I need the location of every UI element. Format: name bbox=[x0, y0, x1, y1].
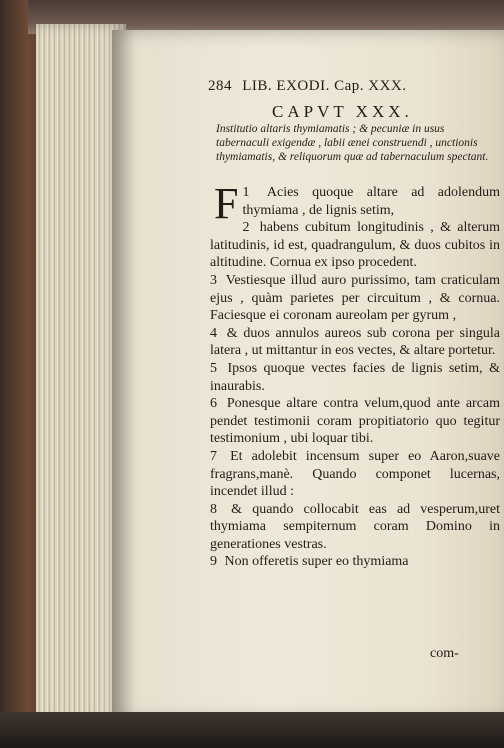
verse-number: 3 bbox=[210, 272, 217, 288]
verse bbox=[210, 448, 500, 501]
verse-text: & quando collocabit eas ad vesperum,uret thymiama sempiternum coram Domino in generationes vestras. bbox=[210, 501, 500, 552]
catchword: com- bbox=[430, 646, 459, 661]
verse-text: Ponesque altare contra velum,quod ante arcam pendet testimonii coram propitiatorio quo tegitur testimonium , ubi loquar tibi. bbox=[210, 396, 501, 447]
verse-number: 9 bbox=[210, 554, 217, 570]
verse-text: Acies quoque altare ad adolendum thymiama , de lignis setim, bbox=[242, 185, 501, 218]
verse-text: habens cubitum longitudinis , & alterum latitudinis, id est, quadrangulum, & duos cubitos in altitudine. Cornua ex ipso procedent. bbox=[210, 220, 501, 271]
verse bbox=[210, 179, 501, 228]
verse bbox=[210, 219, 500, 272]
running-title: LIB. EXODI. Cap. XXX. bbox=[242, 78, 407, 94]
drop-cap: F bbox=[214, 179, 239, 228]
verse-number: 1 bbox=[242, 185, 250, 200]
verse-number: 7 bbox=[210, 448, 217, 464]
verse-text: Et adolebit incensum super eo Aaron,suave fragrans,manè. Quando componet lucernas, incendet illud : bbox=[210, 448, 501, 500]
verse-number: 4 bbox=[210, 325, 217, 341]
chapter-title: CAPVT XXX. bbox=[272, 102, 413, 121]
verse-text: & duos annulos aureos sub corona per singula latera , ut mittantur in eos vectes, & altare portetur. bbox=[210, 325, 500, 359]
verse-number: 5 bbox=[210, 360, 217, 376]
verse bbox=[210, 501, 500, 554]
book-cover-bottom bbox=[0, 712, 504, 748]
verse-number: 8 bbox=[210, 501, 217, 517]
chapter-summary: Institutio altaris thymiamatis ; & pecuniæ in usus tabernaculi exigendæ , labii ænei construendi , unctionis thymiamatis, & reliquorum quæ ad tabernaculum spectant. bbox=[216, 123, 489, 163]
running-header bbox=[208, 78, 468, 95]
verse bbox=[210, 360, 500, 395]
verse-number: 2 bbox=[242, 220, 250, 236]
verse bbox=[210, 395, 500, 448]
verse-number: 6 bbox=[210, 396, 217, 412]
verse-list bbox=[210, 179, 501, 571]
page-number: 284 bbox=[208, 78, 232, 94]
verse-text: Non offeretis super eo thymiama bbox=[224, 554, 409, 570]
verse bbox=[210, 553, 500, 571]
verse-text: Vestiesque illud auro purissimo, tam craticulam ejus , quàm parietes per circuitum , & cornua. Faciesque ei coronam aureolam per gyrum , bbox=[210, 272, 501, 324]
verse bbox=[210, 325, 500, 360]
verse bbox=[210, 272, 500, 325]
verse-text: Ipsos quoque vectes facies de lignis setim, & inaurabis. bbox=[210, 360, 501, 394]
